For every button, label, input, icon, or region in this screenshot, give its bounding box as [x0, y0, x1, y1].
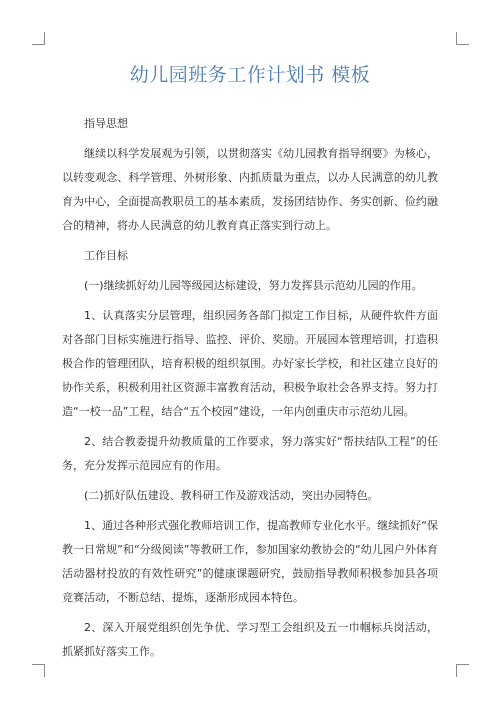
crop-mark-top-left [32, 32, 45, 45]
document-body [62, 112, 438, 670]
section-heading-guiding-ideology: 指导思想 [84, 117, 128, 130]
crop-mark-bottom-left [32, 664, 45, 677]
crop-mark-top-right [456, 32, 469, 45]
paragraph-guiding-ideology: 继续以科学发展观为引领，以贯彻落实《幼儿园教育指导纲要》为核心，以转变观念、科学管理、外树形象、内抓质量为重点，以办人民满意的幼儿教育为中心，全面提高教职员工的基本素质，发扬团结协作、务实创新、俭约融合的精神，将办人民满意的幼儿教育真正落实到行动上。 [62, 147, 438, 232]
paragraph-goal-2-item-1: 1、通过各种形式强化教师培训工作，提高教师专业化水平。继续抓好“保教一日常规”和“分级阅读”等教研工作，参加国家幼教协会的“幼儿园户外体育活动器材投放的有效性研究”的健康课题研究，鼓励指导教师积极参加县各项竞赛活动，不断总结、提炼，逐渐形成园本特色。 [62, 519, 438, 604]
paragraph-goal-2: (二)抓好队伍建设、教科研工作及游戏活动，突出办园特色。 [84, 489, 379, 502]
paragraph-goal-1: (一)继续抓好幼儿园等级园达标建设，努力发挥县示范幼儿园的作用。 [84, 279, 423, 292]
paragraph-goal-2-item-2: 2、深入开展党组织创先争优、学习型工会组织及五一巾帼标兵岗活动，抓紧抓好落实工作。 [62, 621, 438, 658]
crop-mark-bottom-right [456, 664, 469, 677]
paragraph-goal-1-item-1: 1、认真落实分层管理，组织园务各部门拟定工作目标，从硬件软件方面对各部门目标实施进行指导、监控、评价、奖励。开展园本管理培训，打造积极合作的管理团队，培育积极的组织氛围。办好家长学校，和社区建立良好的协作关系，积极利用社区资源丰富教育活动，积极争取社会各界支持。努力打造“一校一品”工程，结合“五个校园”建设，一年内创重庆市示范幼儿园。 [62, 309, 438, 418]
section-heading-work-goals: 工作目标 [84, 249, 128, 262]
paragraph-goal-1-item-2: 2、结合教委提升幼教质量的工作要求，努力落实好“帮扶结队工程”的任务，充分发挥示范园应有的作用。 [62, 435, 438, 472]
document-title: 幼儿园班务工作计划书 模板 [129, 64, 371, 86]
